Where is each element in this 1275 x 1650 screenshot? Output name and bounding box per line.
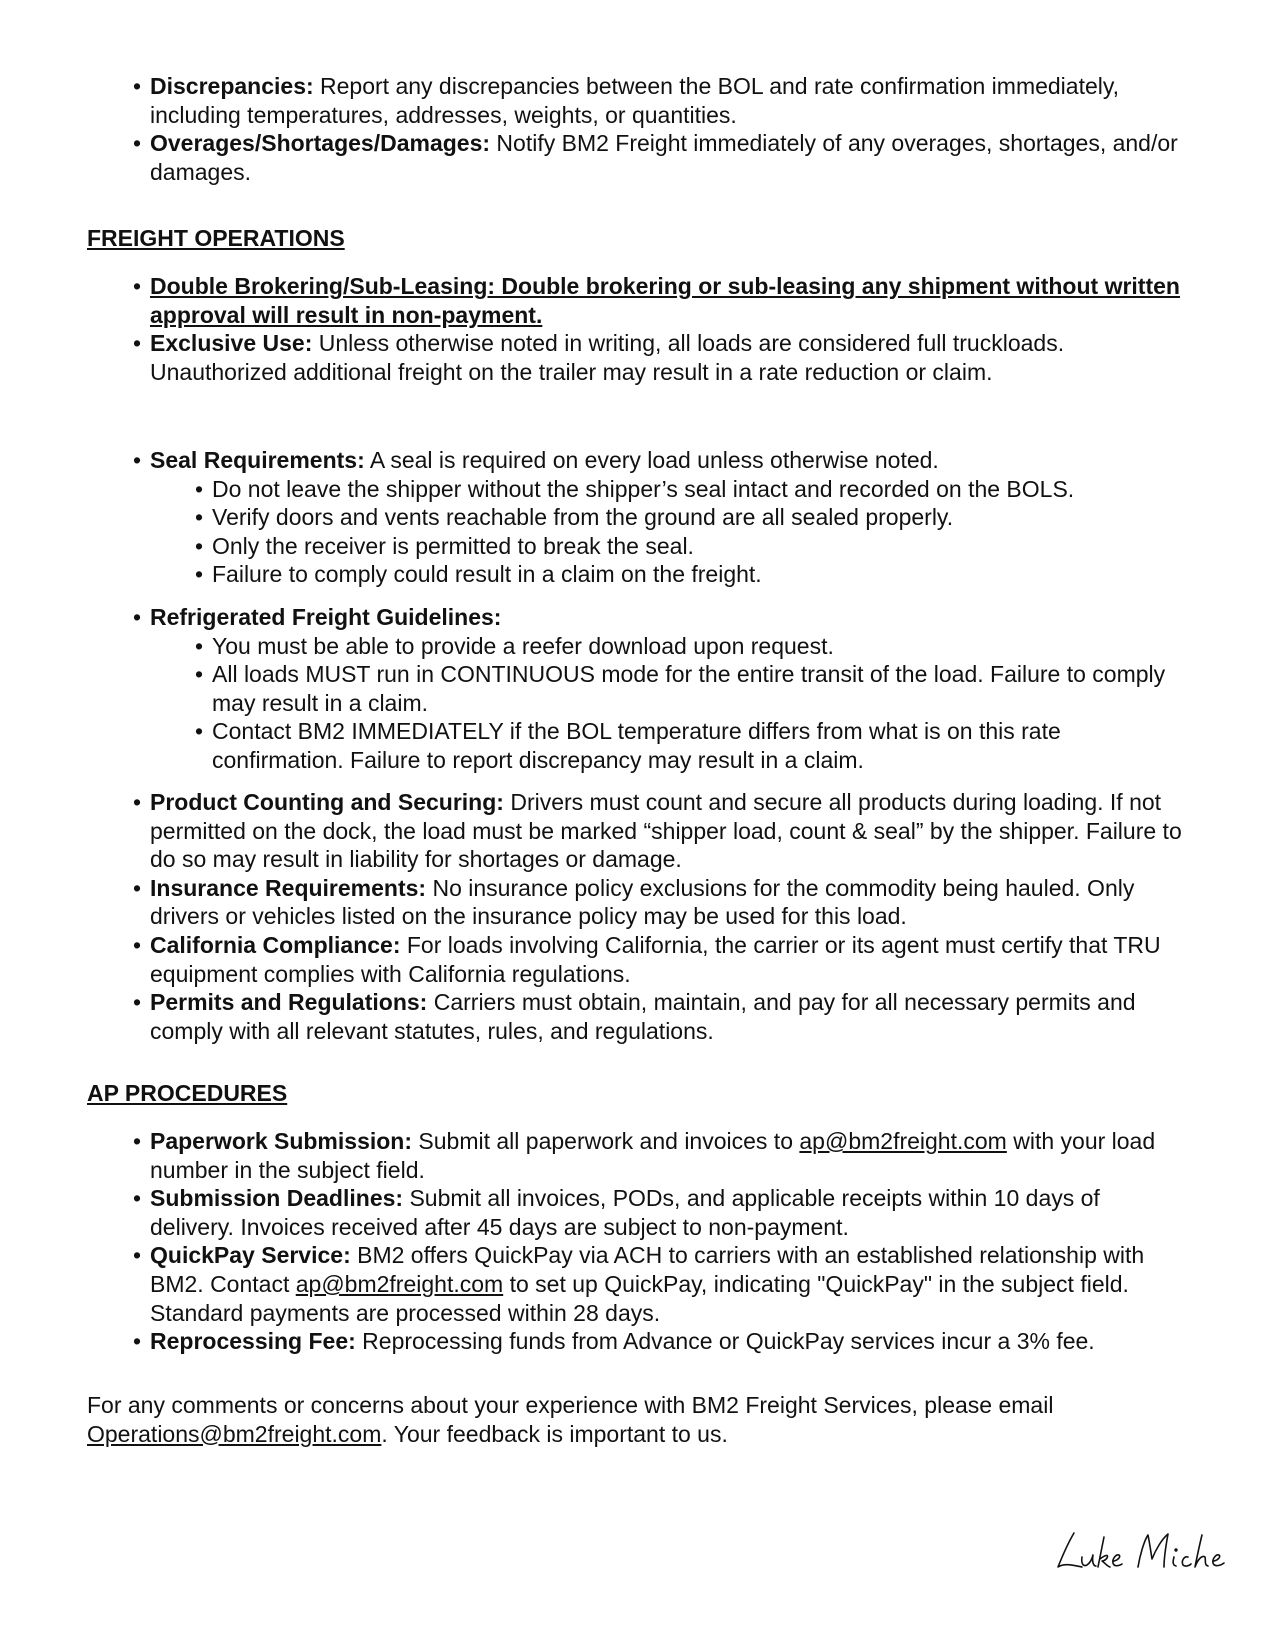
bullet: •	[133, 604, 142, 630]
sub-list-item	[0, 503, 1187, 532]
sub-list-item	[0, 560, 1187, 589]
item-text: Do not leave the shipper without the shipper’s seal intact and recorded on the BOLS.	[212, 475, 1075, 502]
bullet: •	[133, 874, 142, 901]
email-link[interactable]: ap@bm2freight.com	[799, 1128, 1007, 1154]
list-item-deadlines	[0, 1184, 1185, 1241]
item-label: Insurance Requirements:	[150, 874, 427, 901]
list-item-refrigerated	[0, 603, 1185, 632]
item-label: Reprocessing Fee:	[150, 1328, 356, 1355]
bullet: •	[195, 532, 204, 559]
list-item-double-brokering	[0, 272, 1185, 329]
list-item-seal-requirements	[0, 446, 1185, 475]
footer-note	[87, 1391, 1227, 1448]
item-label: Refrigerated Freight Guidelines:	[150, 604, 502, 630]
item-text: Only the receiver is permitted to break the seal.	[212, 532, 694, 559]
bullet: •	[133, 1242, 142, 1269]
item-text: Failure to comply could result in a claim on the freight.	[212, 561, 762, 588]
bullet: •	[133, 330, 142, 357]
sub-list-item	[0, 632, 1187, 661]
bullet: •	[195, 504, 204, 531]
bullet: •	[133, 1128, 142, 1154]
section-heading-freight-operations: FREIGHT OPERATIONS	[87, 225, 345, 251]
bullet: •	[195, 661, 204, 688]
top-list	[0, 72, 1275, 186]
section-heading-ap-procedures: AP PROCEDURES	[87, 1080, 288, 1106]
bullet: •	[133, 447, 142, 473]
operations-email-link[interactable]: Operations@bm2freight.com	[87, 1420, 382, 1447]
item-label: Product Counting and Securing:	[150, 789, 504, 815]
item-text: Report any discrepancies between the BOL and rate confirmation immediately, including temperatures, addresses, weights, or quantities.	[150, 73, 1120, 128]
item-label: Discrepancies:	[150, 73, 314, 99]
item-text: BM2 offers QuickPay via ACH to carriers with an established relationship with BM2. Contact	[150, 1242, 1145, 1297]
bullet: •	[195, 632, 204, 659]
email-link[interactable]: ap@bm2freight.com	[295, 1270, 504, 1297]
list-item-discrepancies	[0, 72, 1185, 129]
footer-text: . Your feedback is important to us.	[381, 1420, 728, 1447]
item-label: Seal Requirements:	[150, 447, 365, 473]
bullet: •	[133, 273, 142, 299]
item-text: Notify BM2 Freight immediately of any overages, shortages, and/or damages.	[150, 130, 1178, 185]
sub-list-item	[0, 532, 1187, 561]
bullet: •	[195, 718, 204, 745]
list-item-reprocessing	[0, 1327, 1185, 1356]
item-text: Reprocessing funds from Advance or QuickPay services incur a 3% fee.	[355, 1328, 1095, 1355]
bullet: •	[195, 561, 204, 588]
item-text: with your load number in the subject field.	[150, 1128, 1156, 1183]
item-text: to set up QuickPay, indicating "QuickPay" in the subject field. Standard payments are processed within 28 days.	[150, 1270, 1129, 1326]
item-text: Contact BM2 IMMEDIATELY if the BOL temperature differs from what is on this rate confirmation. Failure to report discrepancy may result in a claim.	[212, 718, 1061, 773]
freight-list-1	[0, 272, 1275, 386]
item-text: Unless otherwise noted in writing, all loads are considered full truckloads. Unauthorized additional freight on the trailer may result in a rate reduction or claim.	[150, 330, 1065, 385]
item-label: Paperwork Submission:	[150, 1128, 413, 1154]
item-text: You must be able to provide a reefer download upon request.	[212, 632, 834, 659]
list-item-paperwork	[0, 1127, 1185, 1184]
bullet: •	[133, 789, 142, 815]
ap-list	[0, 1127, 1275, 1356]
item-label: Exclusive Use:	[150, 330, 313, 357]
item-text: All loads MUST run in CONTINUOUS mode for the entire transit of the load. Failure to comply may result in a claim.	[212, 661, 1166, 716]
freight-list-2	[0, 788, 1275, 1045]
bullet: •	[133, 989, 142, 1016]
item-label: Submission Deadlines:	[150, 1185, 404, 1212]
item-label: Permits and Regulations:	[150, 989, 428, 1016]
signature-image	[1052, 1527, 1242, 1577]
bullet: •	[133, 73, 142, 99]
list-item-quickpay	[0, 1241, 1185, 1327]
item-label: QuickPay Service:	[150, 1242, 351, 1269]
item-text: Carriers must obtain, maintain, and pay for all necessary permits and comply with all relevant statutes, rules, and regulations.	[150, 989, 1136, 1044]
item-text: Verify doors and vents reachable from the ground are all sealed properly.	[212, 504, 954, 531]
item-text: No insurance policy exclusions for the commodity being hauled. Only drivers or vehicles listed on the insurance policy may be used for this load.	[150, 874, 1135, 930]
item-label: Overages/Shortages/Damages:	[150, 130, 491, 157]
seal-requirements-block	[0, 446, 1275, 589]
refrigerated-block	[0, 603, 1275, 775]
sub-list-item	[0, 717, 1187, 774]
list-item-product-counting	[0, 788, 1185, 874]
sub-list-item	[0, 475, 1187, 504]
item-text: For loads involving California, the carrier or its agent must certify that TRU equipment complies with California regulations.	[150, 931, 1161, 987]
bullet: •	[133, 130, 142, 157]
bullet: •	[195, 475, 204, 502]
item-text: Submit all invoices, PODs, and applicable receipts within 10 days of delivery. Invoices received after 45 days are subject to non-payment.	[150, 1185, 1100, 1240]
item-label: California Compliance:	[150, 931, 401, 958]
list-item-insurance	[0, 874, 1185, 931]
item-label: Double Brokering/Sub-Leasing: Double brokering or sub-leasing any shipment without written approval will result in non-payment.	[150, 273, 1180, 328]
item-text: A seal is required on every load unless otherwise noted.	[364, 447, 939, 473]
footer-text: For any comments or concerns about your experience with BM2 Freight Services, please email	[87, 1392, 1054, 1418]
list-item-permits	[0, 988, 1185, 1045]
list-item-exclusive-use	[0, 329, 1185, 386]
sub-list-item	[0, 660, 1187, 717]
list-item-california	[0, 931, 1185, 988]
item-text: Drivers must count and secure all products during loading. If not permitted on the dock, the load must be marked “shipper load, count & seal” by the shipper. Failure to do so may result in liability for shortages or damage.	[150, 789, 1182, 873]
bullet: •	[133, 931, 142, 958]
bullet: •	[133, 1328, 142, 1355]
item-text: Submit all paperwork and invoices to	[412, 1128, 800, 1154]
bullet: •	[133, 1185, 142, 1212]
list-item-overages	[0, 129, 1185, 186]
